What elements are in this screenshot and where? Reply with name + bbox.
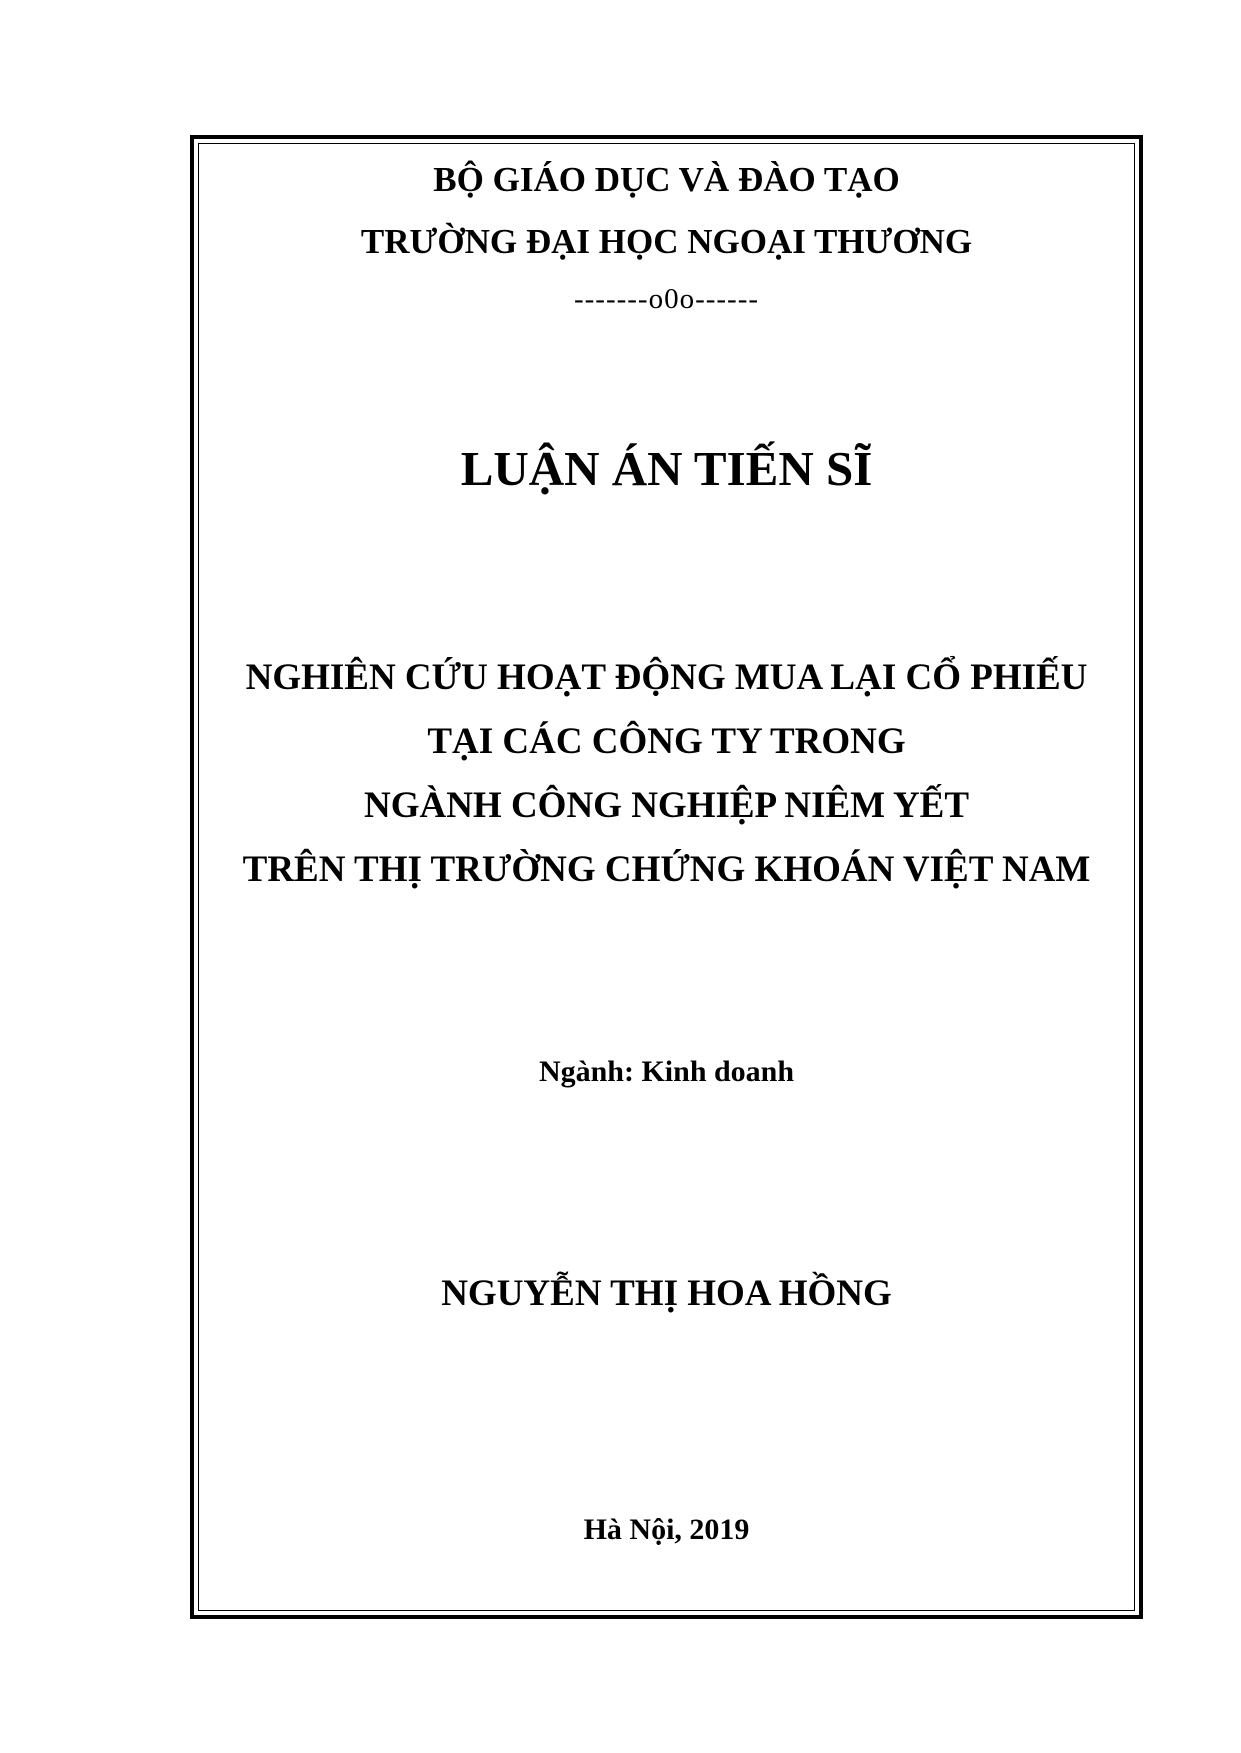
- university-name: TRƯỜNG ĐẠI HỌC NGOẠI THƯƠNG: [360, 222, 973, 261]
- author-name: NGUYỄN THỊ HOA HỒNG: [441, 1273, 892, 1314]
- thesis-title-line: TẠI CÁC CÔNG TY TRONG: [427, 721, 906, 762]
- major-field: Ngành: Kinh doanh: [538, 1055, 795, 1088]
- ministry-name: BỘ GIÁO DỤC VÀ ĐÀO TẠO: [433, 160, 900, 199]
- place-and-year: Hà Nội, 2019: [583, 1513, 750, 1546]
- decorative-separator: -------o0o------: [573, 283, 760, 315]
- document-type-heading: LUẬN ÁN TIẾN SĨ: [460, 441, 873, 496]
- thesis-title-line: NGHIÊN CỨU HOẠT ĐỘNG MUA LẠI CỔ PHIẾU: [245, 657, 1088, 698]
- thesis-title-line: NGÀNH CÔNG NGHIỆP NIÊM YẾT: [363, 785, 970, 826]
- thesis-title-line: TRÊN THỊ TRƯỜNG CHỨNG KHOÁN VIỆT NAM: [242, 849, 1091, 890]
